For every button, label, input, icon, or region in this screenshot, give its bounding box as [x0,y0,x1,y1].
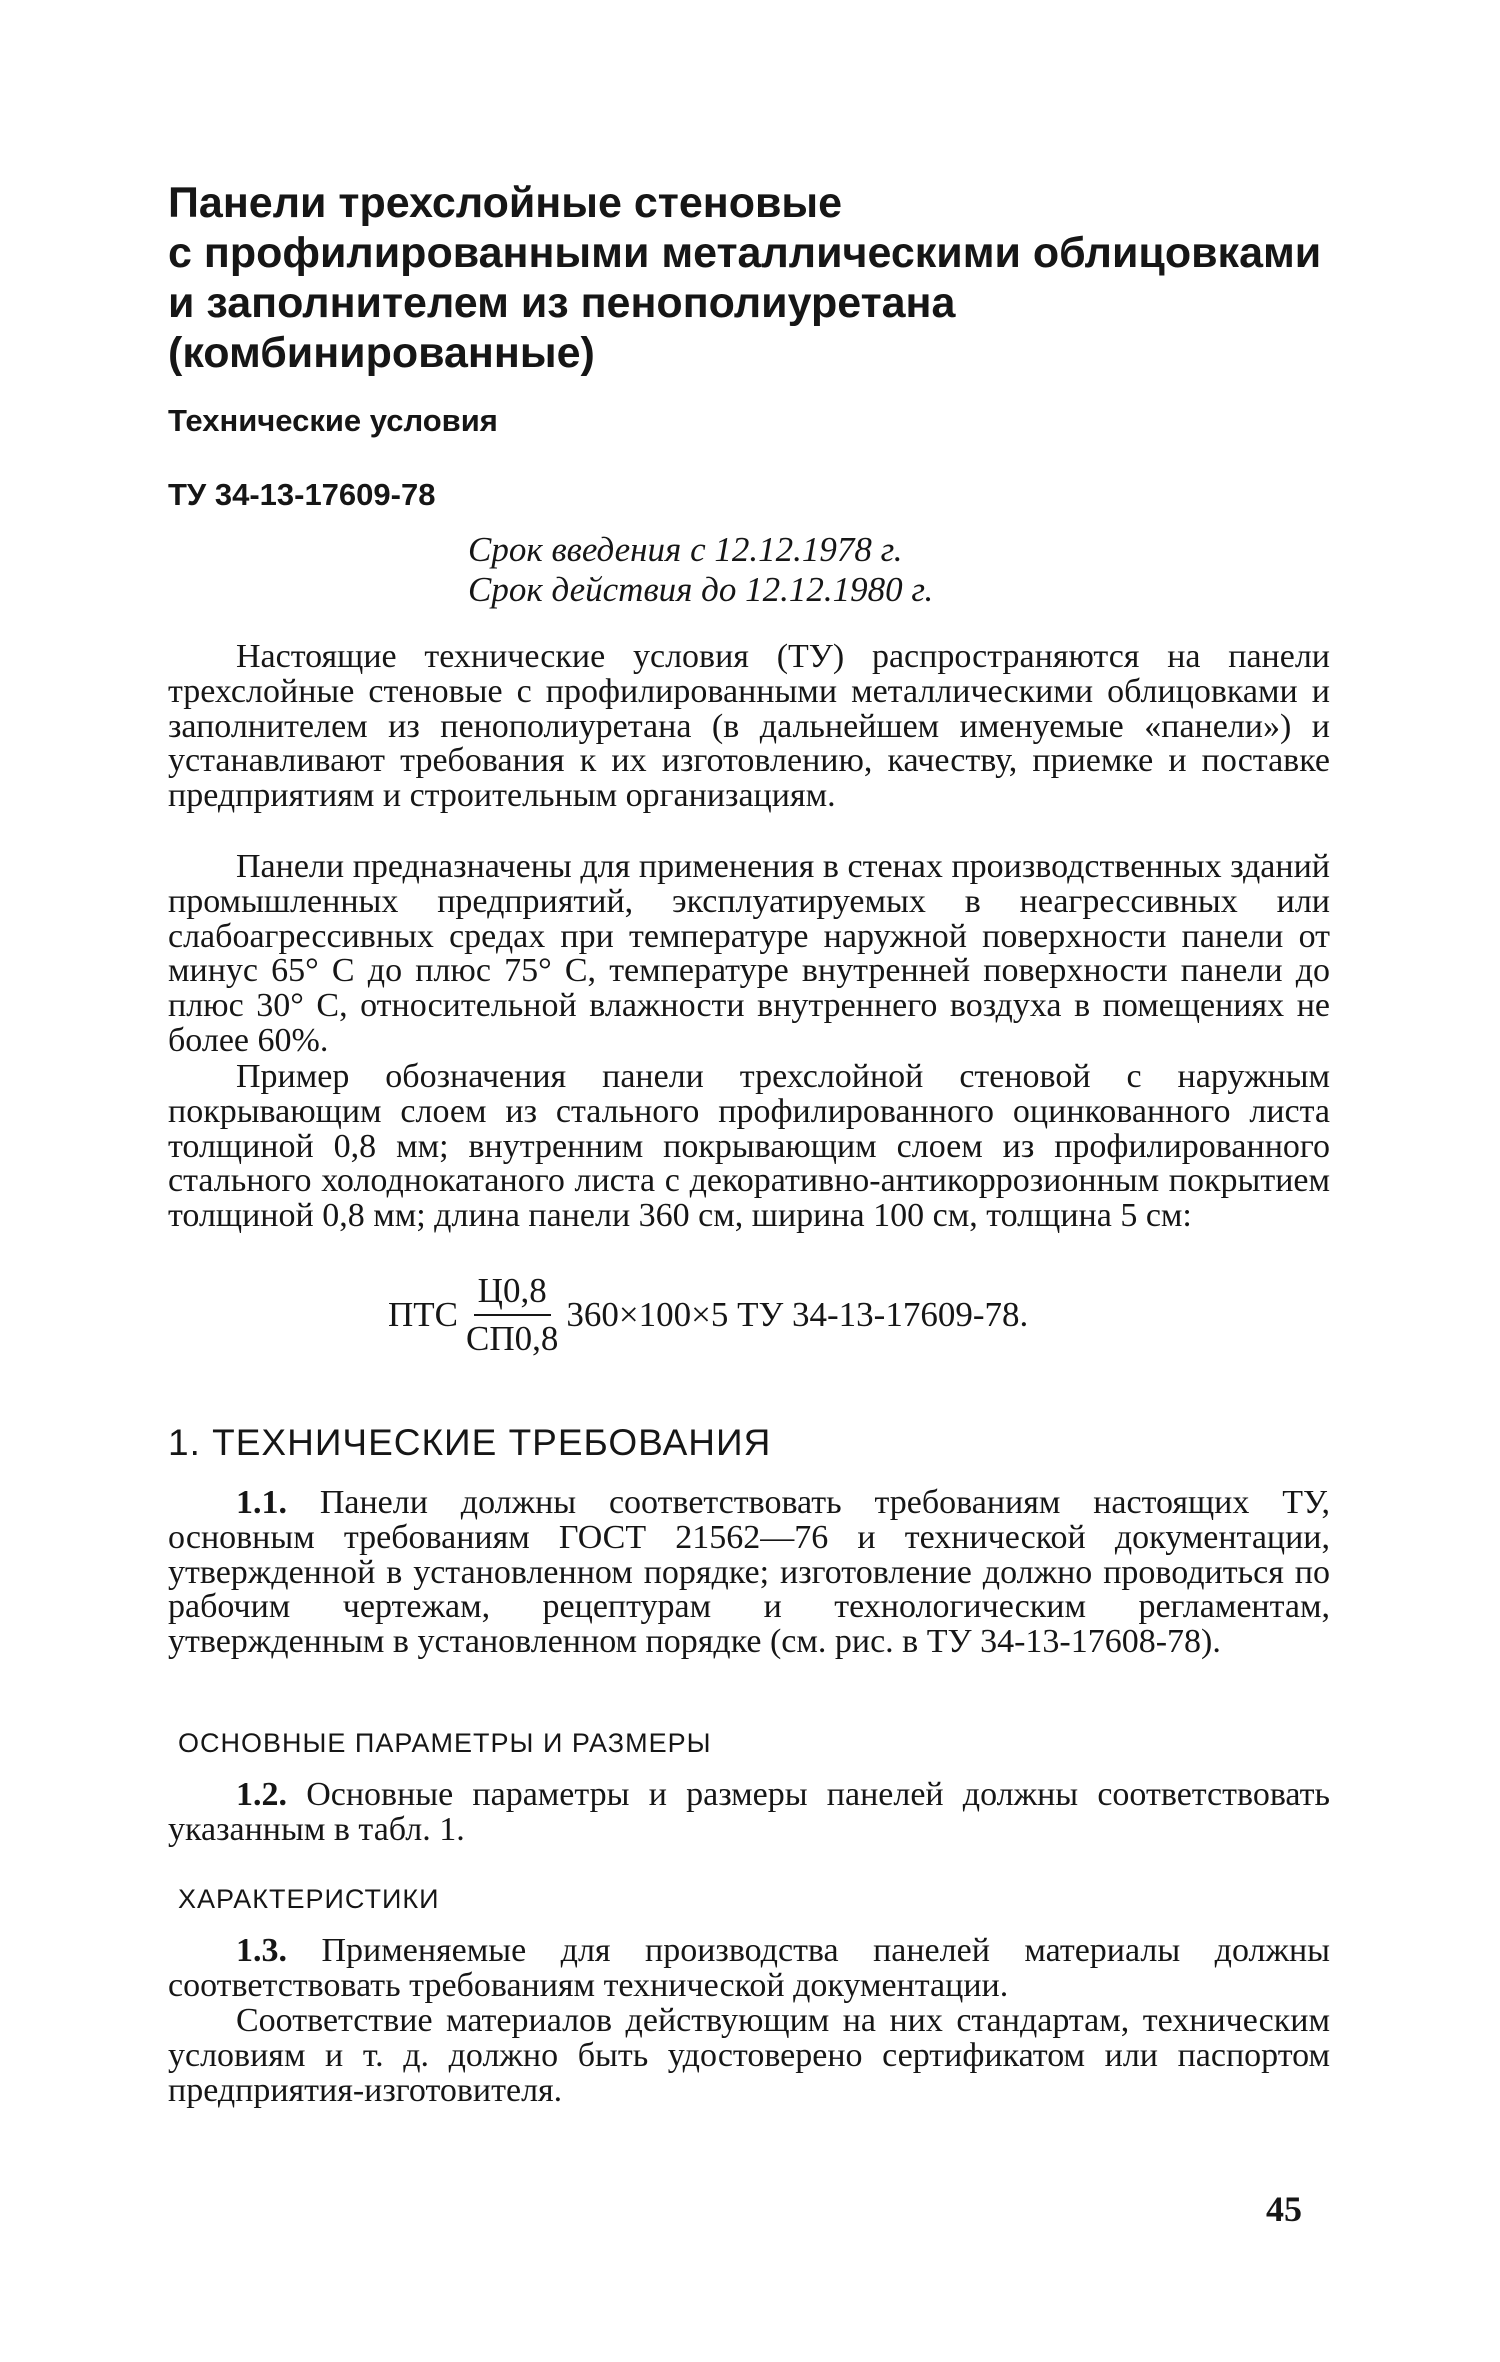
subheading-characteristics: ХАРАКТЕРИСТИКИ [178,1884,440,1914]
document-title [168,178,1348,378]
document-code: ТУ 34-13-17609-78 [168,477,436,512]
validity-date: Срок действия до 12.12.1980 г. [468,570,934,609]
intro-paragraph-example: Пример обозначения панели трехслойной стеновой с наружным покрывающим слоем из стального профилированного оцинкованного листа толщиной 0,8 мм; внутренним покрывающим слоем из профилированного стального холоднокатаного листа с декоративно-антикоррозионным покрытием толщиной 0,8 мм; длина панели 360 см, ширина 100 см, толщина 5 см: [168,1058,1330,1235]
clause-1-3-text: Применяемые для производства панелей материалы должны соответствовать требованиям технической документации. [168,1932,1331,2004]
title-line-2: с профилированными металлическими облицовками [168,229,1322,277]
subheading-parameters: ОСНОВНЫЕ ПАРАМЕТРЫ И РАЗМЕРЫ [178,1728,712,1758]
introduction-date: Срок введения с 12.12.1978 г. [468,530,903,569]
page-number: 45 [1266,2189,1302,2229]
clause-1-1-number: 1.1. [236,1484,287,1521]
title-line-3: и заполнителем из пенополиуретана [168,279,956,327]
formula-denominator: СП0,8 [466,1319,559,1358]
formula-prefix: ПТС [388,1295,458,1334]
clause-1-1 [168,1486,1330,1660]
title-line-1: Панели трехслойные стеновые [168,179,843,227]
section-heading-technical-requirements: 1. ТЕХНИЧЕСКИЕ ТРЕБОВАНИЯ [168,1422,772,1463]
clause-1-3-number: 1.3. [236,1932,287,1969]
clause-1-2 [168,1778,1330,1848]
intro-paragraph-purpose: Панели предназначены для применения в стенах производственных зданий промышленных предприятий, эксплуатируемых в неагрессивных или слабоагрессивных средах при температуре наружной поверхности панели от минус 65° С до плюс 75° С, температуре внутренней поверхности панели до плюс 30° С, относительной влажности внутреннего воздуха в помещениях не более 60%. [168,848,1330,1059]
title-line-4: (комбинированные) [168,329,595,377]
formula-fraction [462,1271,562,1359]
clause-1-3 [168,1934,1330,2004]
document-subtitle: Технические условия [168,403,498,438]
clause-1-2-text: Основные параметры и размеры панелей должны соответствовать указанным в табл. 1. [168,1776,1331,1848]
formula-suffix: 360×100×5 ТУ 34-13-17609-78. [566,1295,1029,1334]
designation-formula [388,1265,1028,1365]
validity-dates [468,530,933,610]
clause-1-1-text: Панели должны соответствовать требованиям настоящих ТУ, основным требованиям ГОСТ 21562—76 и технической документации, утвержденной в установленном порядке; изготовление должно проводиться по рабочим чертежам, рецептурам и технологическим регламентам, утвержденным в установленном порядке (см. рис. в ТУ 34-13-17608-78). [168,1484,1331,1661]
clause-1-3-continuation: Соответствие материалов действующим на них стандартам, техническим условиям и т. д. должно быть удостоверено сертификатом или паспортом предприятия-изготовителя. [168,2002,1330,2109]
intro-paragraph-scope: Настоящие технические условия (ТУ) распространяются на панели трехслойные стеновые с профилированными металлическими облицовками и заполнителем из пенополиуретана (в дальнейшем именуемые «панели») и устанавливают требования к их изготовлению, качеству, приемке и поставке предприятиям и строительным организациям. [168,638,1330,815]
formula-numerator: Ц0,8 [474,1271,551,1316]
clause-1-2-number: 1.2. [236,1776,287,1813]
